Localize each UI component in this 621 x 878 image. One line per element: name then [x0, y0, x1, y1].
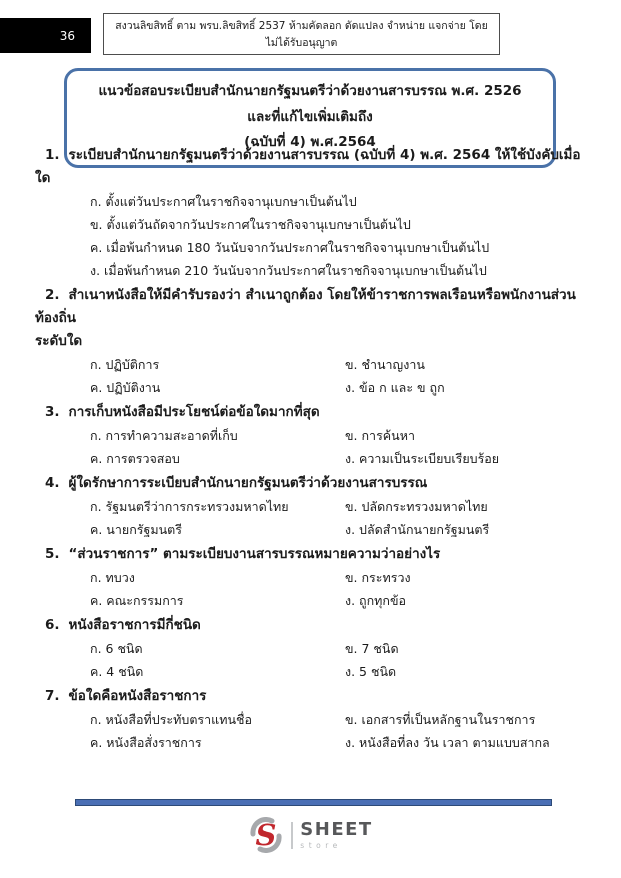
question-2-option-b: ข. ชำนาญงาน [345, 357, 425, 372]
question-text: สำเนาหนังสือให้มีคำรับรองว่า สำเนาถูกต้อง โดยให้ข้าราชการพลเรือนหรือพนักงานส่วนท้องถิ่น [35, 287, 576, 326]
question-number: 2. [45, 287, 60, 303]
question-7-options [35, 708, 587, 754]
question-text: “ส่วนราชการ” ตามระเบียบงานสารบรรณหมายความว่าอย่างไร [68, 546, 441, 562]
question-6-header [35, 614, 587, 637]
question-6-option-c: ค. 4 ชนิด [90, 664, 144, 679]
question-text: ข้อใดคือหนังสือราชการ [68, 688, 207, 704]
question-1 [35, 144, 587, 282]
brand-subtitle: store [300, 840, 342, 850]
question-1-header [35, 144, 587, 190]
copyright-text: สงวนลิขสิทธิ์ ตาม พรบ.ลิขสิทธิ์ 2537 ห้ามคัดลอก ดัดแปลง จำหน่าย แจกจ่าย โดยไม่ได้รับอนุญาต [115, 20, 488, 49]
page-number-box [0, 18, 91, 53]
question-3-options [35, 424, 587, 470]
question-6-options [35, 637, 587, 683]
question-7-option-b: ข. เอกสารที่เป็นหลักฐานในราชการ [345, 712, 536, 727]
question-7-header [35, 685, 587, 708]
question-number: 7. [45, 688, 60, 704]
question-3-option-b: ข. การค้นหา [345, 428, 415, 443]
question-5-option-c: ค. คณะกรรมการ [90, 593, 184, 608]
question-1-option-b: ข. ตั้งแต่วันถัดจากวันประกาศในราชกิจจานุเบกษาเป็นต้นไป [90, 217, 411, 232]
copyright-notice-box [103, 13, 500, 55]
question-6 [35, 614, 587, 683]
question-4-option-d: ง. ปลัดสำนักนายกรัฐมนตรี [345, 522, 490, 537]
question-3-option-a: ก. การทำความสะอาดที่เก็บ [90, 428, 238, 443]
question-4-option-c: ค. นายกรัฐมนตรี [90, 522, 182, 537]
question-6-option-d: ง. 5 ชนิด [345, 664, 397, 679]
exam-title-line-1: แนวข้อสอบระเบียบสำนักนายกรัฐมนตรีว่าด้วยงานสารบรรณ พ.ศ. 2526 และที่แก้ไขเพิ่มเติมถึง [98, 83, 522, 125]
sheet-store-logo-icon [248, 817, 284, 853]
question-4-option-b: ข. ปลัดกระทรวงมหาดไทย [345, 499, 488, 514]
question-2-header [35, 284, 587, 330]
question-7 [35, 685, 587, 754]
question-5-option-a: ก. ทบวง [90, 570, 135, 585]
question-text: ระเบียบสำนักนายกรัฐมนตรีว่าด้วยงานสารบรรณ (ฉบับที่ 4) พ.ศ. 2564 ให้ใช้บังคับเมื่อใด [35, 147, 581, 186]
footer-divider [75, 799, 552, 806]
question-number: 4. [45, 475, 60, 491]
question-number: 5. [45, 546, 60, 562]
question-2-header-line-2: ระดับใด [35, 333, 83, 349]
question-7-option-d: ง. หนังสือที่ลง วัน เวลา ตามแบบสากล [345, 735, 550, 750]
brand-text [300, 818, 373, 850]
question-4-header [35, 472, 587, 495]
question-3-option-c: ค. การตรวจสอบ [90, 451, 180, 466]
question-4-option-a: ก. รัฐมนตรีว่าการกระทรวงมหาดไทย [90, 499, 289, 514]
question-1-option-d: ง. เมื่อพ้นกำหนด 210 วันนับจากวันประกาศในราชกิจจานุเบกษาเป็นต้นไป [90, 263, 487, 278]
question-7-option-a: ก. หนังสือที่ประทับตราแทนชื่อ [90, 712, 252, 727]
question-6-option-b: ข. 7 ชนิด [345, 641, 399, 656]
question-5-option-d: ง. ถูกทุกข้อ [345, 593, 407, 608]
question-5 [35, 543, 587, 612]
question-3 [35, 401, 587, 470]
question-number: 1. [45, 147, 60, 163]
question-5-option-b: ข. กระทรวง [345, 570, 411, 585]
svg-text:S: S [255, 818, 277, 852]
question-number: 3. [45, 404, 60, 420]
question-7-option-c: ค. หนังสือสั่งราชการ [90, 735, 202, 750]
question-2-option-a: ก. ปฏิบัติการ [90, 357, 160, 372]
question-1-options [35, 190, 587, 282]
exam-title-line-2: (ฉบับที่ 4) พ.ศ.2564 [244, 134, 376, 151]
question-3-option-d: ง. ความเป็นระเบียบเรียบร้อย [345, 451, 500, 466]
question-4 [35, 472, 587, 541]
logo-divider [291, 822, 293, 849]
questions-section [35, 144, 587, 756]
brand-logo [0, 814, 621, 856]
question-2 [35, 284, 587, 399]
question-4-options [35, 495, 587, 541]
question-1-option-a: ก. ตั้งแต่วันประกาศในราชกิจจานุเบกษาเป็นต้นไป [90, 194, 357, 209]
question-5-header [35, 543, 587, 566]
question-text: หนังสือราชการมีกี่ชนิด [68, 617, 201, 633]
brand-name: SHEET [300, 818, 373, 840]
question-5-options [35, 566, 587, 612]
question-2-option-d: ง. ข้อ ก และ ข ถูก [345, 380, 445, 395]
question-number: 6. [45, 617, 60, 633]
question-text: ผู้ใดรักษาการระเบียบสำนักนายกรัฐมนตรีว่าด้วยงานสารบรรณ [68, 475, 428, 491]
page-number: 36 [59, 28, 75, 43]
question-6-option-a: ก. 6 ชนิด [90, 641, 143, 656]
question-2-options [35, 353, 587, 399]
question-text: การเก็บหนังสือมีประโยชน์ต่อข้อใดมากที่สุด [68, 404, 320, 420]
question-2-option-c: ค. ปฏิบัติงาน [90, 380, 161, 395]
question-3-header [35, 401, 587, 424]
question-1-option-c: ค. เมื่อพ้นกำหนด 180 วันนับจากวันประกาศในราชกิจจานุเบกษาเป็นต้นไป [90, 240, 490, 255]
